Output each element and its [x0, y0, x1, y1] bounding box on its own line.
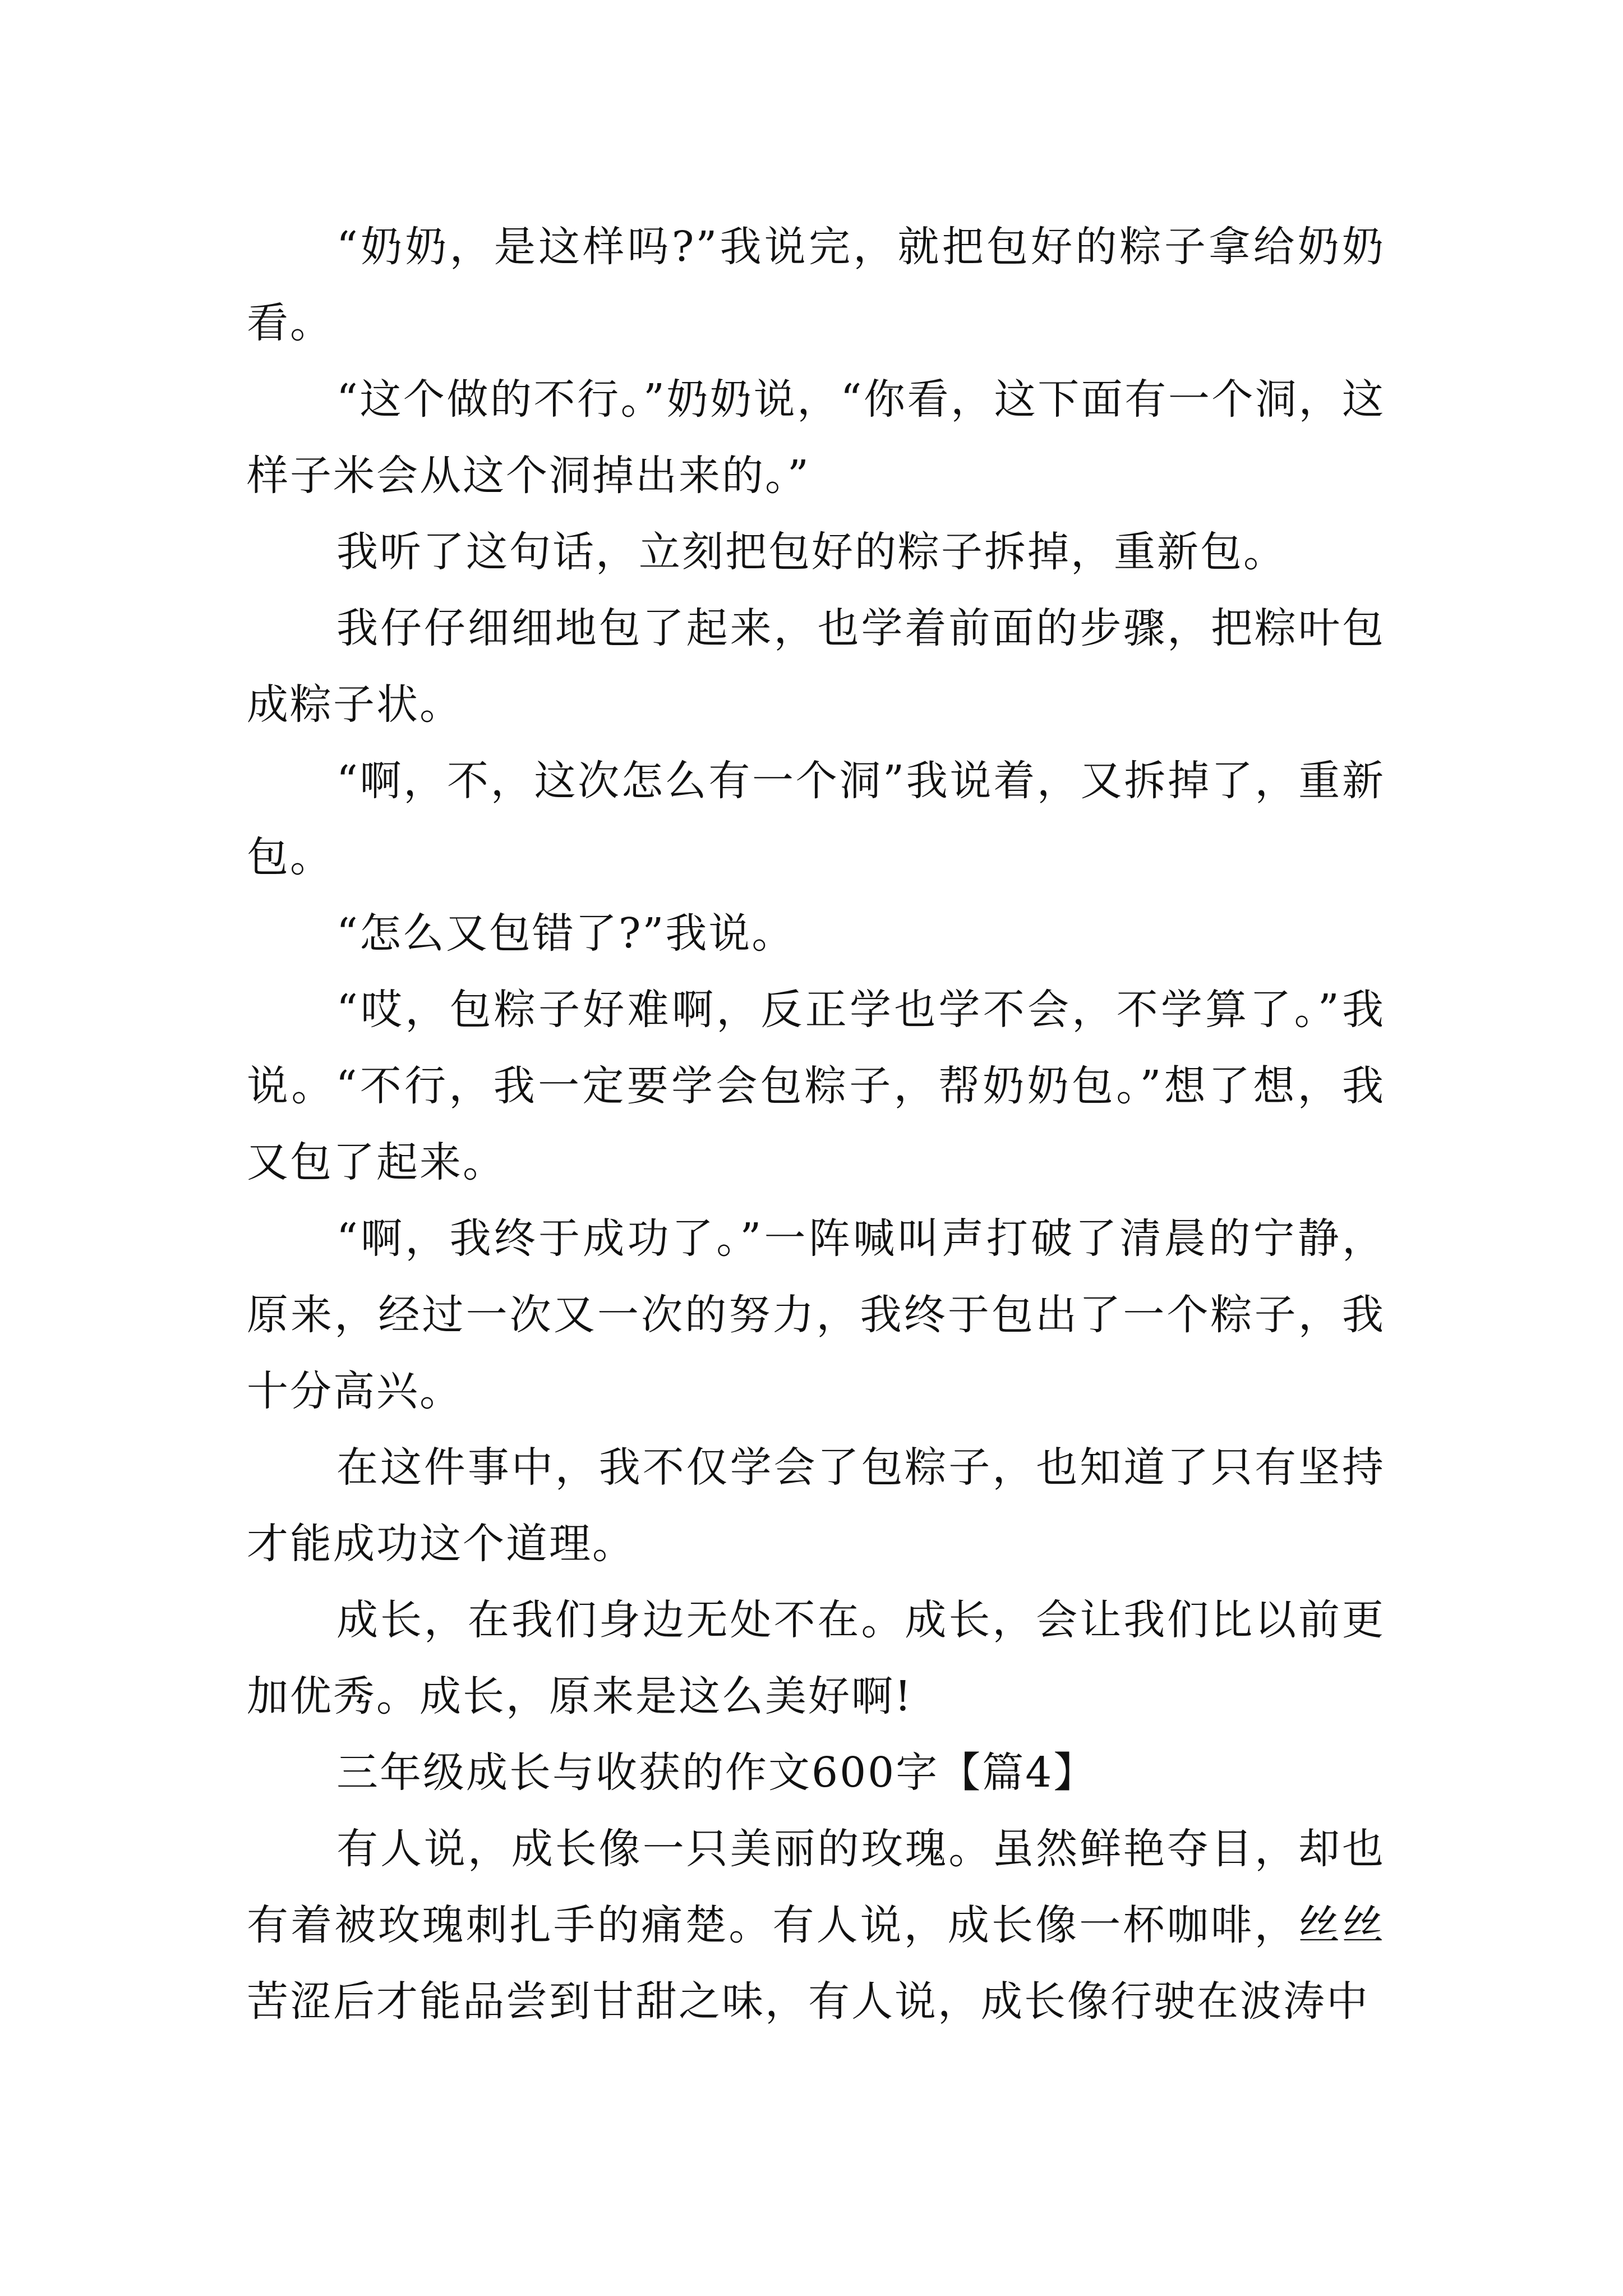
paragraph-1: “奶奶，是这样吗?”我说完，就把包好的粽子拿给奶奶看。 [247, 223, 1385, 347]
paragraph-11: 有人说，成长像一只美丽的玫瑰。虽然鲜艳夺目，却也有着被玫瑰刺扎手的痛楚。有人说，成长像一杯咖啡，丝丝苦涩后才能品尝到甘甜之味，有人说，成长像行驶在波涛中 [247, 1825, 1385, 2026]
document-body [247, 209, 1385, 2040]
paragraph-6: “怎么又包错了?”我说。 [336, 909, 795, 958]
paragraph-5: “啊，不，这次怎么有一个洞”我说着，又拆掉了，重新包。 [247, 757, 1385, 881]
paragraph-7: “哎，包粽子好难啊，反正学也学不会，不学算了。”我说。“不行，我一定要学会包粽子，帮奶奶包。”想了想，我又包了起来。 [247, 986, 1385, 1186]
paragraph-9: 在这件事中，我不仅学会了包粽子，也知道了只有坚持才能成功这个道理。 [247, 1443, 1385, 1568]
section-heading: 三年级成长与收获的作文600字【篇4】 [336, 1749, 1097, 1797]
paragraph-4: 我仔仔细细地包了起来，也学着前面的步骤，把粽叶包成粽子状。 [247, 604, 1385, 729]
paragraph-3: 我听了这句话，立刻把包好的粽子拆掉，重新包。 [336, 528, 1287, 576]
paragraph-2: “这个做的不行。”奶奶说，“你看，这下面有一个洞，这样子米会从这个洞掉出来的。” [247, 375, 1385, 500]
paragraph-10: 成长，在我们身边无处不在。成长，会让我们比以前更加优秀。成长，原来是这么美好啊! [247, 1596, 1385, 1720]
paragraph-8: “啊，我终于成功了。”一阵喊叫声打破了清晨的宁静，原来，经过一次又一次的努力，我终于包出了一个粽子，我十分高兴。 [247, 1214, 1385, 1415]
